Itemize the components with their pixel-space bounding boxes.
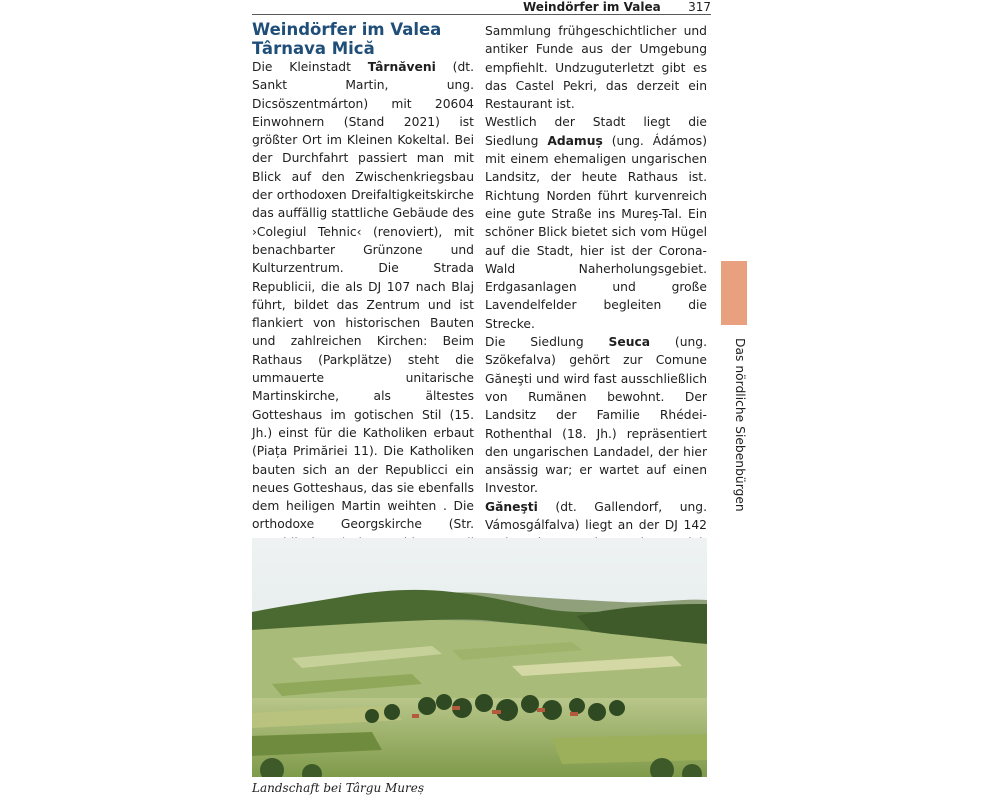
body-paragraph [485, 113, 707, 333]
section-title-line-2: Târnava Mică [252, 39, 375, 58]
section-title [252, 20, 474, 58]
foreground-strip [552, 734, 707, 764]
text-run: Westlich der Stadt liegt die Siedlung [485, 115, 707, 148]
running-head [505, 0, 711, 14]
chapter-tab-marker [721, 261, 747, 325]
page-number: 317 [688, 0, 711, 14]
text-run: Die Kleinstadt [252, 60, 368, 74]
running-head-title: Weindörfer im Valea [523, 0, 661, 14]
place-name-tarnaveni: Târnăveni [367, 60, 436, 74]
text-run: (dt. Gallendorf, ung. Vámosgálfalva) liegt an der DJ 142 [485, 499, 707, 533]
landscape-illustration [252, 538, 707, 777]
photo-caption: Landschaft bei Târgu Mureș [252, 781, 425, 795]
place-name-adamus: Adamuș [547, 133, 603, 148]
landscape-photo [252, 538, 707, 777]
text-run: Die Siedlung [485, 335, 609, 350]
place-name-ganesti: Găneşti [485, 499, 538, 514]
header-rule [252, 14, 711, 15]
body-paragraph: Sammlung frühgeschichtlicher und antiker Funde aus der Umgebung empfiehlt. Undzuguterletzt gibt es das Castel Pekri, das derzeit ein Restaurant ist. [485, 24, 707, 112]
chapter-side-label: Das nördliche Siebenbürgen [733, 338, 747, 512]
section-title-line-1: Weindörfer im Valea [252, 20, 442, 39]
text-run: (ung. Szökefalva) gehört zur Comune Găneşti und wird fast ausschließlich von Rumänen bewohnt. Der Landsitz der Familie Rhédei-Rothenthal (18. Jh.) repräsentiert den ungarischen Landadel, der hier ansässig war; er wartet auf einen Investor. [485, 335, 707, 496]
text-run: (dt. Sankt Martin, ung. Dicsöszentmárton) mit 20604 Einwohnern (Stand 2021) ist größter Ort im Kleinen Kokeltal. Bei der Durchfahrt passiert man mit Blick auf den Zwischenkriegsbau der orthodoxen Dreifaltigkeitskirche das auffällig stattliche Gebäude des ›Colegiul Tehnic‹ (renoviert), mit benachbarter Grünzone und Kulturzentrum. Die Strada Republicii, die als DJ 107 nach Blaj führt, bildet das Zentrum und ist flankiert von historischen Bauten und zahlreichen Kirchen: Beim Rathaus (Parkplätze) steht die ummauerte unitarische Martinskirche, als ältestes Gotteshaus im gotischen Stil (15. Jh.) einst für die Katholiken erbaut (Piața Primăriei 11). Die Katholiken bauten sich an der Republicci ein neues Gotteshaus, das sie ebenfalls dem heiligen Martin weihten . Die orthodoxe Georgskirche (Str. [252, 60, 474, 532]
text-run: (ung. Ádámos) mit einem ehemaligen ungarischen Landsitz, der heute Rathaus ist. Richtung Norden führt kurvenreich eine gute Straße ins Mureș-Tal. Ein schöner Blick bietet sich vom Hügel auf die Stadt, hier ist der Corona-Wald Naherholungsgebiet. Erdgasanlagen und große Lavendelfelder begleiten die Strecke. [485, 133, 707, 331]
place-name-seuca: Seuca [608, 335, 651, 350]
body-paragraph [485, 333, 707, 498]
